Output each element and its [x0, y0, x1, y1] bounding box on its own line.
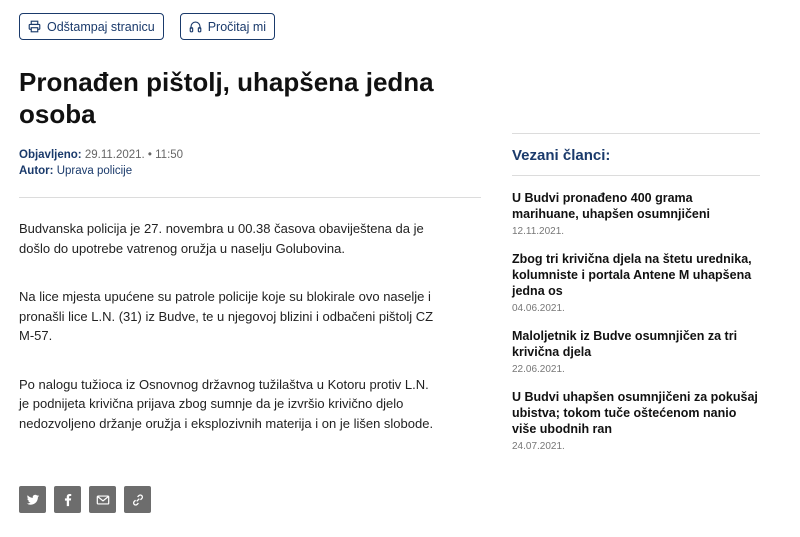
article-paragraph: Budvanska policija je 27. novembra u 00.38 časova obaviještena da je došlo do upotrebe vatrenog oružja u naselju Golubovina.: [19, 221, 424, 256]
share-twitter-button[interactable]: [19, 486, 46, 513]
article-toolbar: [19, 13, 275, 40]
share-facebook-button[interactable]: [54, 486, 81, 513]
author-label: Autor:: [19, 165, 54, 177]
sidebar-heading-divider: [512, 175, 760, 176]
article-title: Pronađen pištolj, uhapšena jedna osoba: [19, 67, 434, 129]
related-article-date: 24.07.2021.: [512, 441, 565, 452]
read-aloud-button[interactable]: [180, 13, 275, 40]
published-label: Objavljeno:: [19, 149, 82, 161]
related-articles-sidebar: [512, 133, 760, 466]
facebook-icon: [61, 493, 75, 507]
published-value: 29.11.2021. • 11:50: [84, 149, 184, 161]
article-body: [19, 219, 439, 462]
meta-divider: [19, 197, 481, 198]
print-page-label: Odštampaj stranicu: [47, 19, 155, 34]
link-icon: [131, 493, 145, 507]
share-link-button[interactable]: [124, 486, 151, 513]
printer-icon: [28, 20, 41, 33]
twitter-icon: [26, 493, 40, 507]
related-article-item: [512, 190, 760, 237]
author-link[interactable]: Uprava policije: [56, 165, 133, 177]
article-paragraph: Na lice mjesta upućene su patrole policije koje su blokirale ovo naselje i pronašli lice L.N. (31) iz Budve, te u njegovoj blizini i odbačeni pištolj CZ M-57.: [19, 289, 434, 343]
article-paragraph: Po nalogu tužioca iz Osnovnog državnog tužilaštva u Kotoru protiv L.N. je podnijeta krivična prijava zbog sumnje da je izvršio krivično djelo nedozvoljeno držanje oružja i eksplozivnih materija i on je lišen slobode.: [19, 376, 434, 431]
related-article-date: 04.06.2021.: [512, 303, 565, 314]
related-article-date: 12.11.2021.: [512, 226, 565, 237]
headphones-icon: [189, 20, 202, 33]
related-article-item: [512, 389, 760, 452]
related-article-link[interactable]: Zbog tri krivična djela na štetu urednika, kolumniste i portala Antene M uhapšena jedna os: [512, 252, 752, 298]
related-article-item: [512, 328, 760, 375]
related-article-date: 22.06.2021.: [512, 364, 565, 375]
read-aloud-label: Pročitaj mi: [207, 19, 267, 34]
related-article-item: [512, 251, 760, 314]
sidebar-top-divider: [512, 133, 760, 134]
related-article-link[interactable]: U Budvi pronađeno 400 grama marihuane, uhapšen osumnjičeni: [512, 191, 710, 221]
print-page-button[interactable]: [19, 13, 164, 40]
related-article-link[interactable]: U Budvi uhapšen osumnjičeni za pokušaj ubistva; tokom tuče oštećenom nanio više ubodnih ran: [512, 390, 758, 436]
related-article-link[interactable]: Maloljetnik iz Budve osumnjičen za tri krivična djela: [512, 329, 738, 359]
share-email-button[interactable]: [89, 486, 116, 513]
author-row: [19, 163, 183, 179]
related-articles-heading: Vezani članci:: [512, 147, 611, 164]
article-meta: [19, 147, 183, 179]
published-row: [19, 147, 183, 163]
share-bar: [19, 486, 151, 513]
email-icon: [96, 493, 110, 507]
